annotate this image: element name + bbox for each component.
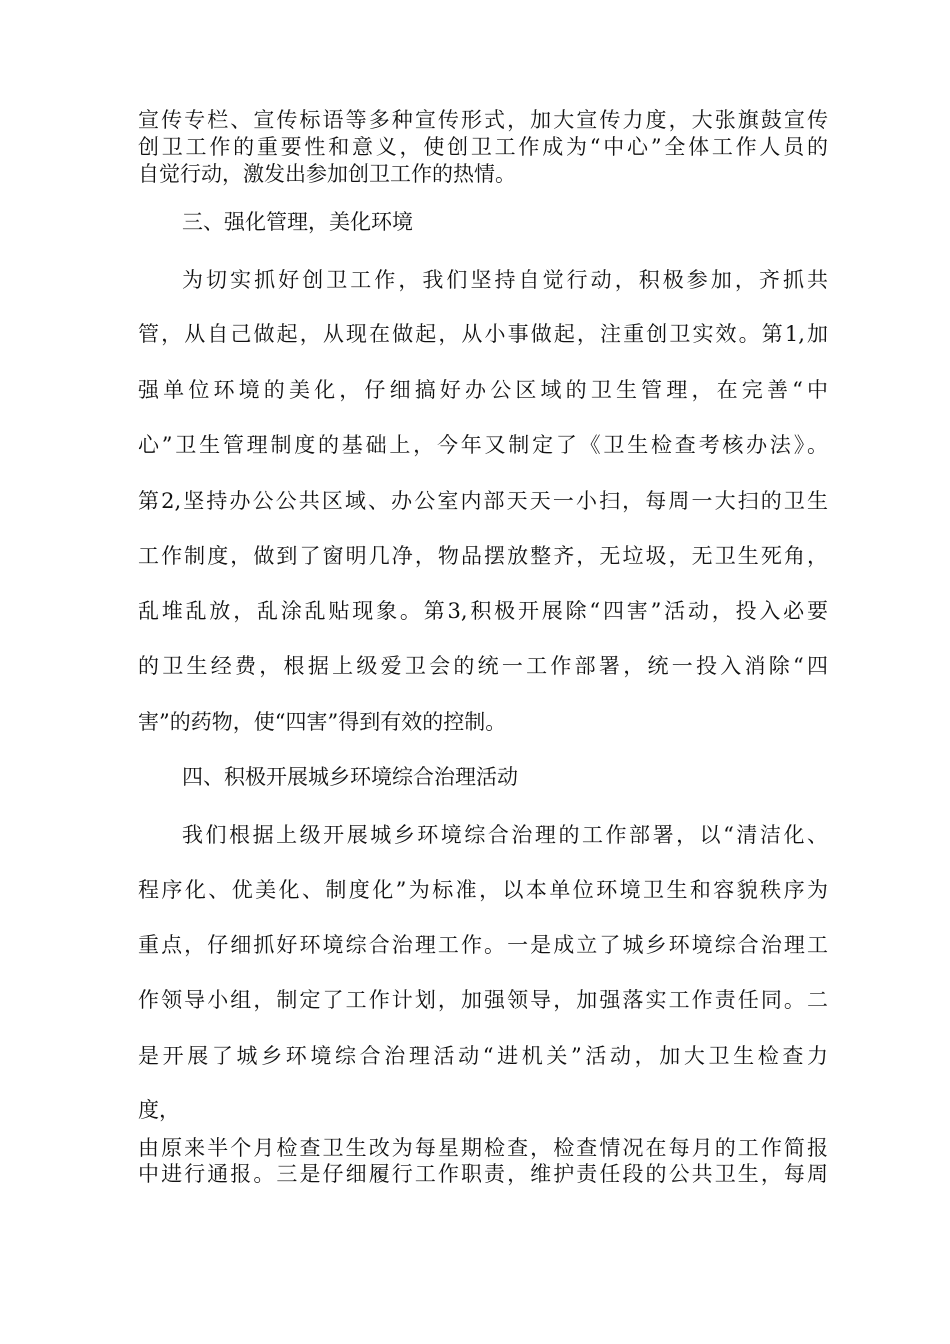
text-line: 由原来半个月检查卫生改为每星期检查，检查情况在每月的工作简报 [138, 1136, 828, 1160]
paragraph-line: 工作制度，做到了窗明几净，物品摆放整齐，无垃圾，无卫生死角， [138, 544, 828, 568]
paragraph-line: 度， [138, 1098, 180, 1122]
paragraph-line: 害”的药物，使“四害”得到有效的控制。 [138, 710, 507, 734]
paragraph-line: 为切实抓好创卫工作，我们坚持自觉行动，积极参加，齐抓共 [182, 268, 828, 292]
paragraph-line: 第2,坚持办公公共区域、办公室内部天天一小扫，每周一大扫的卫生 [138, 489, 828, 513]
paragraph-line: 是开展了城乡环境综合治理活动“进机关”活动，加大卫生检查力 [138, 1044, 828, 1068]
text-line: 创卫工作的重要性和意义，使创卫工作成为“中心”全体工作人员的 [138, 135, 828, 159]
paragraph-line: 心”卫生管理制度的基础上，今年又制定了《卫生检查考核办法》。 [138, 433, 828, 457]
text-line: 宣传专栏、宣传标语等多种宣传形式，加大宣传力度，大张旗鼓宣传 [138, 108, 828, 132]
paragraph-line: 乱堆乱放，乱涂乱贴现象。第3,积极开展除“四害”活动，投入必要 [138, 599, 828, 623]
section-heading: 四、积极开展城乡环境综合治理活动 [182, 765, 518, 789]
text-line: 中进行通报。三是仔细履行工作职责，维护责任段的公共卫生，每周 [138, 1162, 828, 1186]
paragraph-line: 强单位环境的美化，仔细搞好办公区域的卫生管理，在完善“中 [138, 378, 828, 402]
paragraph-line: 重点，仔细抓好环境综合治理工作。一是成立了城乡环境综合治理工 [138, 933, 828, 957]
section-heading: 三、强化管理，美化环境 [182, 210, 413, 234]
text-line: 自觉行动，激发出参加创卫工作的热情。 [138, 162, 516, 186]
paragraph-line: 作领导小组，制定了工作计划，加强领导，加强落实工作责任同。二 [138, 988, 828, 1012]
paragraph-line: 程序化、优美化、制度化”为标准，以本单位环境卫生和容貌秩序为 [138, 878, 828, 902]
paragraph-line: 我们根据上级开展城乡环境综合治理的工作部署，以“清洁化、 [182, 823, 828, 847]
paragraph-line: 的卫生经费，根据上级爱卫会的统一工作部署，统一投入消除“四 [138, 654, 828, 678]
paragraph-line: 管，从自己做起，从现在做起，从小事做起，注重创卫实效。第1,加 [138, 322, 828, 346]
